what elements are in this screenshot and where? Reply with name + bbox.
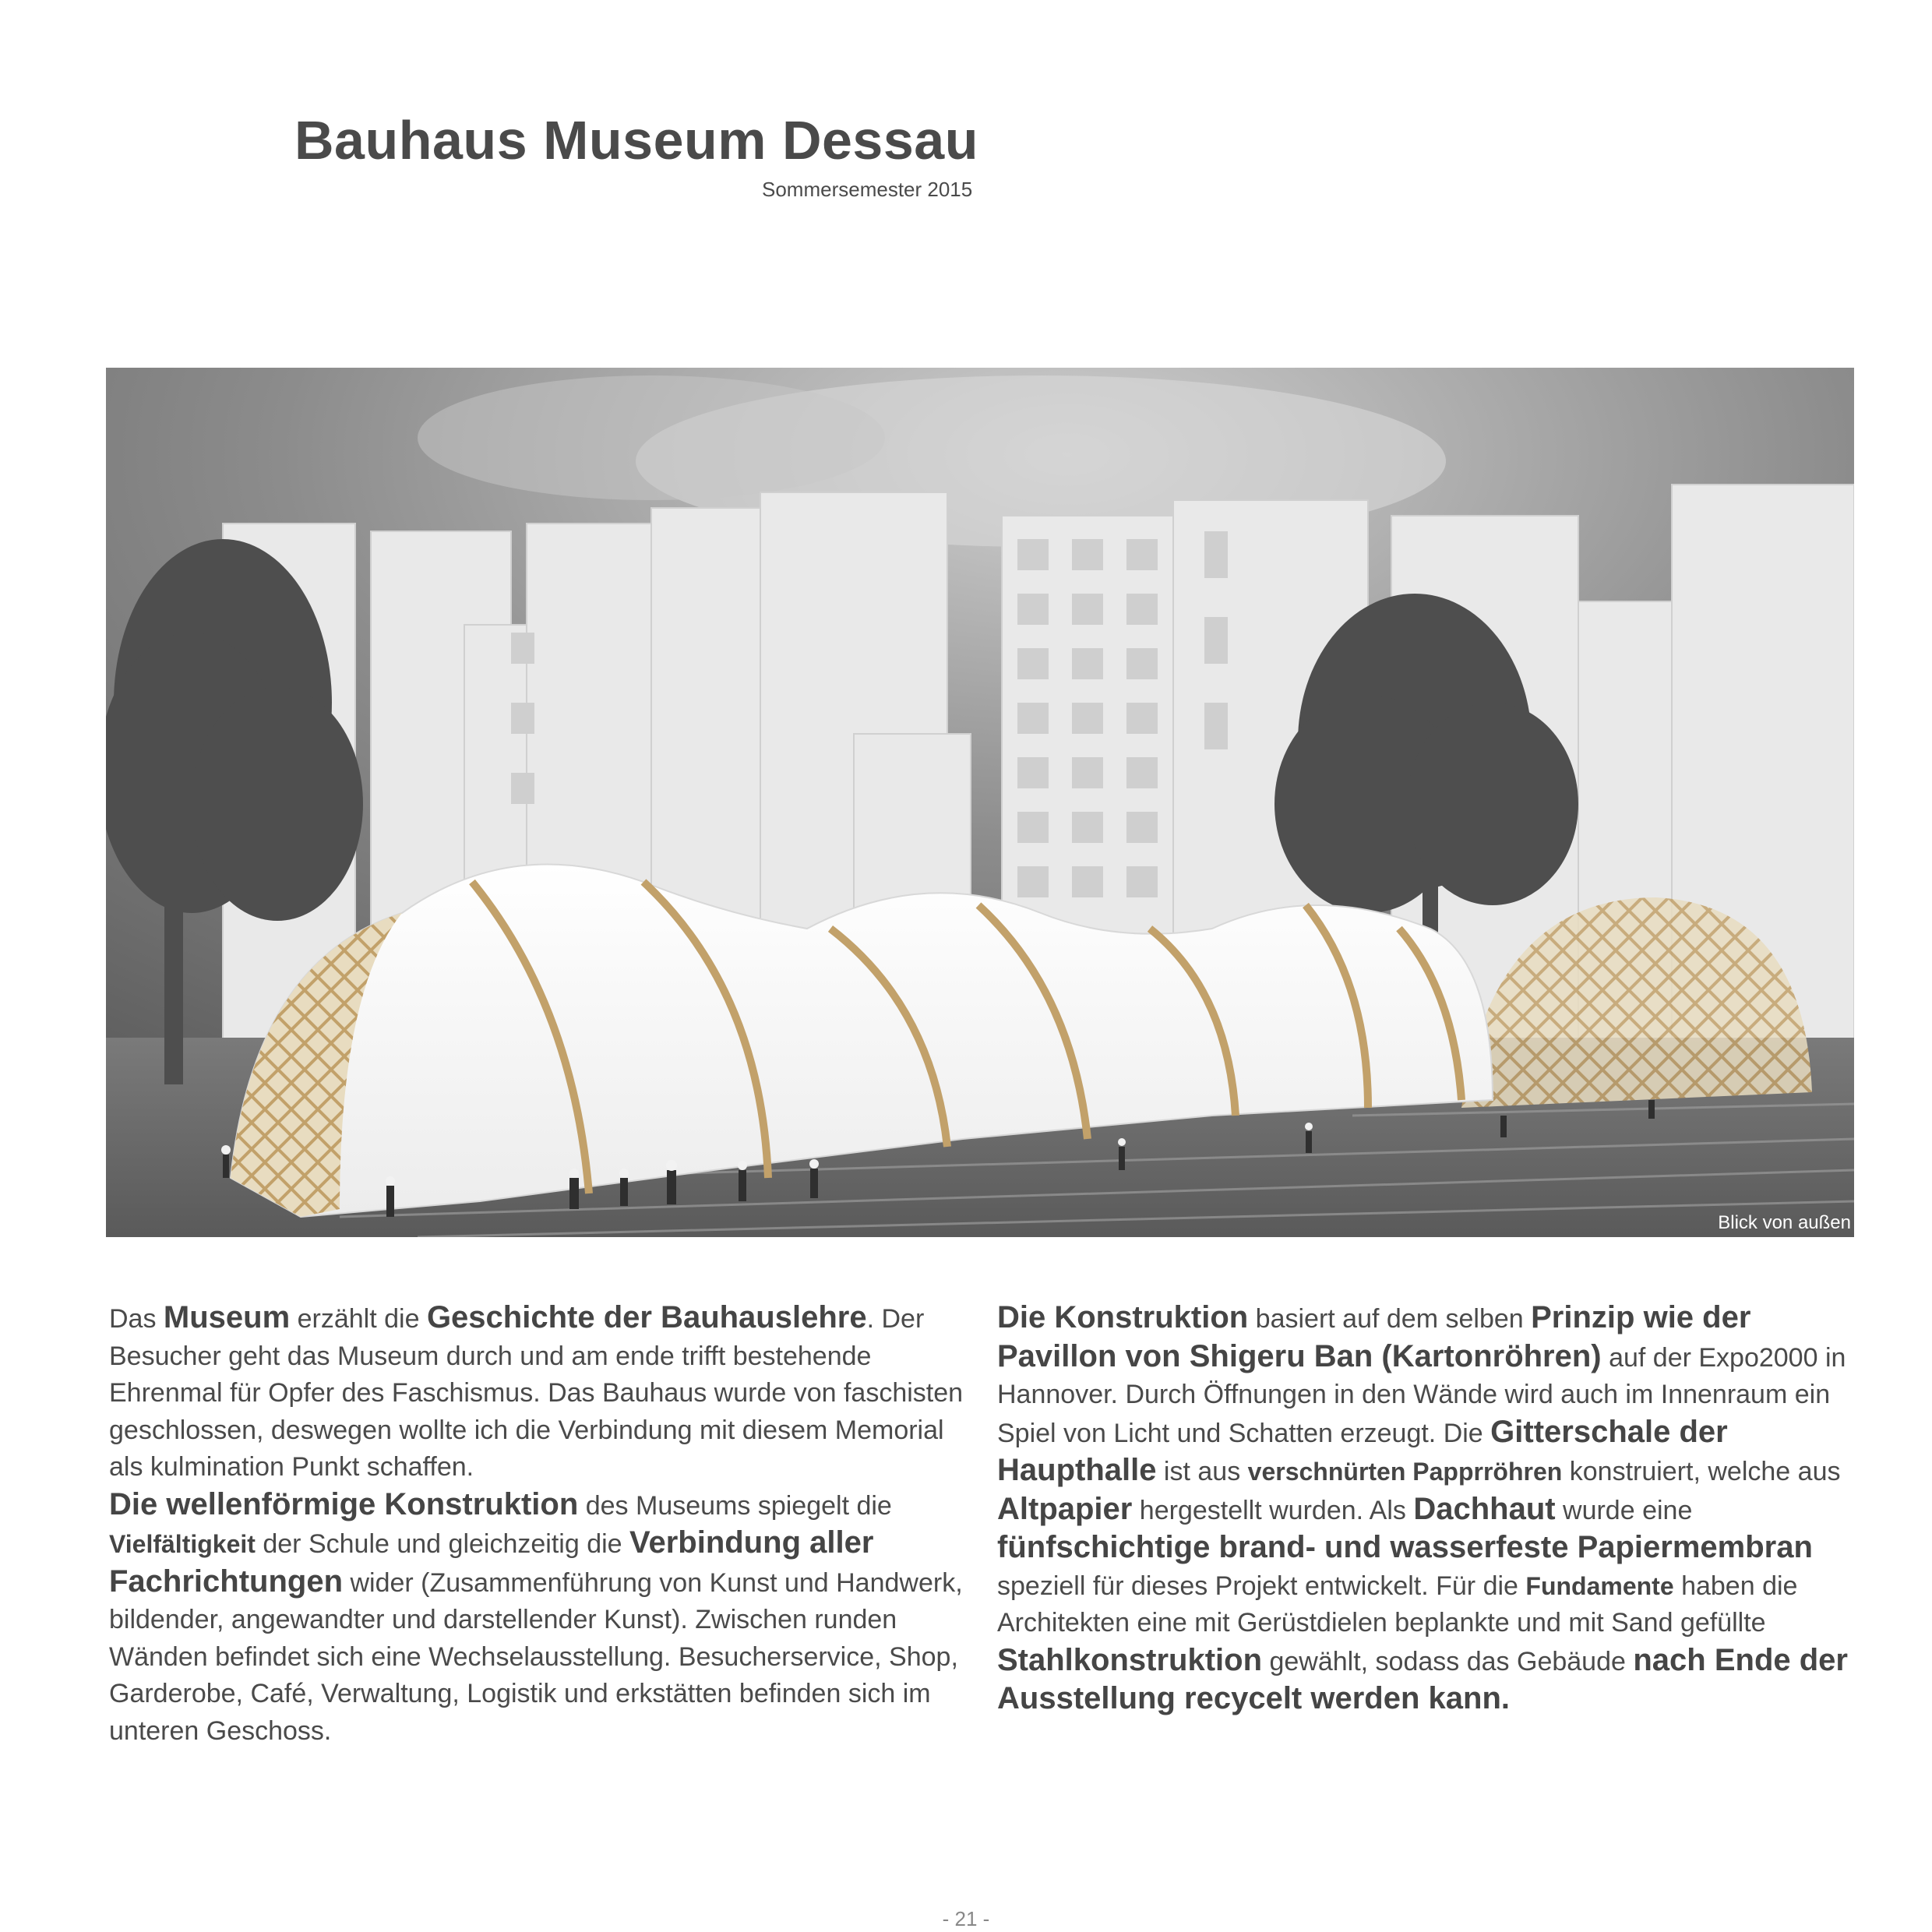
description-right bbox=[997, 1299, 1862, 1719]
text-span: des Museums spiegelt die bbox=[578, 1490, 892, 1521]
text-span: konstruiert, welche aus bbox=[1562, 1457, 1841, 1486]
figure-caption: Blick von außen bbox=[1718, 1212, 1851, 1233]
text-span: haben die Architekten eine mit Gerüstdielen beplankte und mit Sand gefüllte bbox=[997, 1571, 1798, 1638]
text-span: basiert auf dem selben bbox=[1248, 1304, 1532, 1334]
highlight-dachhaut: Dachhaut bbox=[1413, 1491, 1556, 1526]
highlight-vielfaeltigkeit: Vielfältigkeit bbox=[109, 1530, 256, 1558]
text-span: auf der Expo2000 in Hannover. Durch Öffnungen in den Wände wird auch im Innenraum ein Spiel von Licht und Schatten erzeugt. Die bbox=[997, 1342, 1846, 1448]
text-span: Das bbox=[109, 1304, 164, 1334]
highlight-gitterschale: Gitterschale der Haupthalle bbox=[997, 1414, 1728, 1487]
rendering-illustration bbox=[106, 368, 1854, 1237]
highlight-prinzip: Prinzip wie der Pavillon von Shigeru Ban (Kartonröhren) bbox=[997, 1300, 1751, 1373]
highlight-verbindung: Verbindung aller Fachrichtungen bbox=[109, 1525, 874, 1599]
text-span: speziell für dieses Projekt entwickelt. Für die bbox=[997, 1571, 1526, 1601]
text-span: wurde eine bbox=[1555, 1495, 1693, 1525]
text-span: ist aus bbox=[1156, 1457, 1248, 1486]
highlight-papproehren: verschnürten Papprröhren bbox=[1247, 1458, 1563, 1486]
highlight-museum: Museum bbox=[163, 1300, 291, 1334]
text-span: der Schule und gleichzeitig die bbox=[255, 1529, 630, 1559]
text-span: wider (Zusammenführung von Kunst und Handwerk, bildender, angewandter und darstellender Kunst). Zwischen runden Wänden befindet sich eine Wechselausstellung. Besucherservice, Shop, Garderobe, Café, Verwaltung, Logistik und erkstätten befinden sich im unteren Geschoss. bbox=[109, 1567, 963, 1746]
highlight-recycelt: nach Ende der Ausstellung recycelt werden kann. bbox=[997, 1642, 1848, 1715]
page-number: - 21 - bbox=[942, 1907, 990, 1930]
text-span: erzählt die bbox=[290, 1304, 427, 1334]
text-span: . Der Besucher geht das Museum durch und am ende trifft bestehende Ehrenmal für Opfer des Faschismus. Das Bauhaus wurde von faschisten geschlossen, deswegen wollte ich die Verbindung mit diesem Memorial als kulmination Punkt schaffen. bbox=[109, 1304, 964, 1482]
text-span: gewählt, sodass das Gebäude bbox=[1262, 1646, 1634, 1676]
page-subtitle: Sommersemester 2015 bbox=[762, 178, 973, 201]
highlight-konstruktion: Die Konstruktion bbox=[997, 1300, 1249, 1334]
highlight-papiermembran: fünfschichtige brand- und wasserfeste Papiermembran bbox=[997, 1530, 1813, 1564]
highlight-fundamente: Fundamente bbox=[1525, 1571, 1674, 1600]
exterior-rendering bbox=[106, 368, 1854, 1237]
highlight-geschichte: Geschichte der Bauhauslehre bbox=[426, 1300, 867, 1334]
highlight-wellenfoermige: Die wellenförmige Konstruktion bbox=[109, 1486, 579, 1521]
text-span: hergestellt wurden. Als bbox=[1132, 1495, 1414, 1525]
highlight-altpapier: Altpapier bbox=[997, 1491, 1133, 1526]
page-title: Bauhaus Museum Dessau bbox=[294, 110, 978, 171]
highlight-stahlkonstruktion: Stahlkonstruktion bbox=[997, 1642, 1263, 1677]
description-left bbox=[109, 1299, 966, 1750]
